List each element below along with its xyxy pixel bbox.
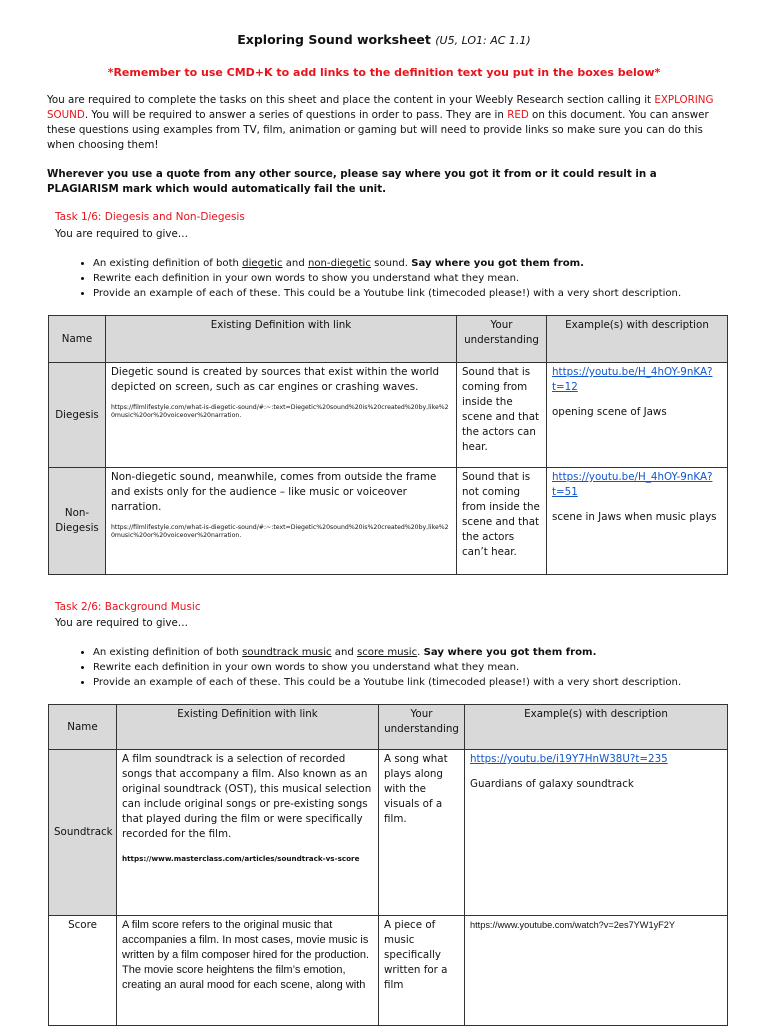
definition-text: Non-diegetic sound, meanwhile, comes from outside the frame and exists only for the audience – like music or voiceover narration. <box>111 471 437 513</box>
page-title <box>0 32 768 47</box>
bullet-term-non-diegetic: non-diegetic <box>307 258 371 269</box>
definition-cell <box>117 750 379 916</box>
task2-bullet-list <box>78 645 753 690</box>
definition-cell <box>106 468 457 575</box>
intro-paragraph <box>47 93 727 153</box>
col-definition-header: Existing Definition with link <box>106 316 457 363</box>
intro-text-3: on this document. You can answer these questions using examples from TV, film, animation or gaming but will need to provide links so make sure you can do this when choosing them! <box>47 109 709 151</box>
table-row <box>49 916 728 1026</box>
table-row <box>49 750 728 916</box>
task1-header-row <box>49 316 728 363</box>
title-text: Exploring Sound worksheet <box>237 32 431 47</box>
example-youtube-link[interactable]: https://www.youtube.com/watch?v=2es7YW1yF2Y <box>465 916 728 1026</box>
col-example-header: Example(s) with description <box>547 316 728 363</box>
task2-heading: Task 2/6: Background Music <box>55 601 201 613</box>
intro-text-2: . You will be required to answer a series of questions in order to pass. They are in <box>84 109 508 121</box>
definition-source-link[interactable]: https://filmlifestyle.com/what-is-diegetic-sound/#:~:text=Diegetic%20sound%20is%20created%20by,like%20music%20or%20voiceover%20narration. <box>111 524 449 539</box>
definition-text: A film soundtrack is a selection of recorded songs that accompany a film. Also known as an original soundtrack (OST), this musical selection can include original songs or pre-existing songs that played during the film or were specifically recorded for the film. <box>122 753 372 840</box>
example-youtube-link[interactable]: https://youtu.be/H_4hOY-9nKA?t=12 <box>552 366 713 393</box>
task1-bullet-2: • Rewrite each definition in your own words to show you understand what they mean. <box>93 271 753 286</box>
task2-instruction: You are required to give… <box>55 617 189 629</box>
task1-instruction: You are required to give… <box>55 228 189 240</box>
task1-table <box>48 315 728 575</box>
bullet-text: sound. <box>370 258 412 269</box>
task2-bullet-1 <box>93 645 753 660</box>
reminder-note: *Remember to use CMD+K to add links to the definition text you put in the boxes below* <box>107 66 661 79</box>
definition-cell: A film score refers to the original music that accompanies a film. In most cases, movie music is written by a film composer hired for the production. The movie score heightens the film’s emotion, creating an aural mood for each scene, along with <box>117 916 379 1026</box>
bullet-bold-text: Say where you got them from. <box>411 258 585 269</box>
title-subtitle: (U5, LO1: AC 1.1) <box>435 34 531 47</box>
col-name-header: Name <box>49 705 117 750</box>
table-row <box>49 468 728 575</box>
row-name-score: Score <box>49 916 117 1026</box>
intro-text-1: You are required to complete the tasks on this sheet and place the content in your Weebly Research section calling it <box>47 94 655 106</box>
example-description: scene in Jaws when music plays <box>552 511 717 523</box>
row-name-soundtrack: Soundtrack <box>49 750 117 916</box>
bullet-term-soundtrack: soundtrack music <box>242 647 332 658</box>
col-understanding-header: Your understanding <box>457 316 547 363</box>
bullet-text: An existing definition of both <box>93 647 243 658</box>
task2-header-row <box>49 705 728 750</box>
task1-bullet-1 <box>93 256 753 271</box>
intro-red-word: RED <box>507 109 529 121</box>
example-description: Guardians of galaxy soundtrack <box>470 778 634 790</box>
task2-table <box>48 704 728 1026</box>
intro-red-exploring-sound: EXPLORING SOUND <box>47 94 714 121</box>
definition-text: Diegetic sound is created by sources that exist within the world depicted on screen, such as car engines or crashing waves. <box>111 366 440 393</box>
definition-source-link[interactable]: https://filmlifestyle.com/what-is-diegetic-sound/#:~:text=Diegetic%20sound%20is%20created%20by,like%20music%20or%20voiceover%20narration. <box>111 404 449 419</box>
col-understanding-header: Your understanding <box>379 705 465 750</box>
table-row <box>49 363 728 468</box>
understanding-cell: Sound that is coming from inside the scene and that the actors can hear. <box>457 363 547 468</box>
example-cell <box>547 468 728 575</box>
definition-cell <box>106 363 457 468</box>
understanding-cell: Sound that is not coming from inside the scene and that the actors can’t hear. <box>457 468 547 575</box>
plagiarism-warning: Wherever you use a quote from any other source, please say where you got it from or it could result in a PLAGIARISM mark which would automatically fail the unit. <box>47 168 657 195</box>
row-name-non-diegesis: Non-Diegesis <box>49 468 106 575</box>
example-youtube-link[interactable]: https://youtu.be/H_4hOY-9nKA?t=51 <box>552 471 713 498</box>
bullet-term-score: score music <box>356 647 418 658</box>
row-name-diegesis: Diegesis <box>49 363 106 468</box>
bullet-text: and <box>331 647 357 658</box>
task2-bullet-2: • Rewrite each definition in your own words to show you understand what they mean. <box>93 660 753 675</box>
understanding-cell: A piece of music specifically written for a film <box>379 916 465 1026</box>
bullet-text: An existing definition of both <box>93 258 243 269</box>
definition-source-link[interactable]: https://www.masterclass.com/articles/soundtrack-vs-score <box>122 854 360 863</box>
example-description: opening scene of Jaws <box>552 406 667 418</box>
task1-bullet-list <box>78 256 753 301</box>
example-cell <box>465 750 728 916</box>
bullet-bold-text: Say where you got them from. <box>423 647 597 658</box>
task1-bullet-3: • Provide an example of each of these. This could be a Youtube link (timecoded please!) with a very short description. <box>93 286 753 301</box>
task1-heading: Task 1/6: Diegesis and Non-Diegesis <box>55 211 245 223</box>
col-definition-header: Existing Definition with link <box>117 705 379 750</box>
col-name-header: Name <box>49 316 106 363</box>
bullet-text: and <box>282 258 308 269</box>
col-example-header: Example(s) with description <box>465 705 728 750</box>
task2-bullet-3: • Provide an example of each of these. This could be a Youtube link (timecoded please!) with a very short description. <box>93 675 753 690</box>
example-cell <box>547 363 728 468</box>
bullet-text: . <box>417 647 424 658</box>
example-youtube-link[interactable]: https://youtu.be/i19Y7HnW38U?t=235 <box>470 753 668 765</box>
bullet-term-diegetic: diegetic <box>242 258 283 269</box>
understanding-cell: A song what plays along with the visuals of a film. <box>379 750 465 916</box>
